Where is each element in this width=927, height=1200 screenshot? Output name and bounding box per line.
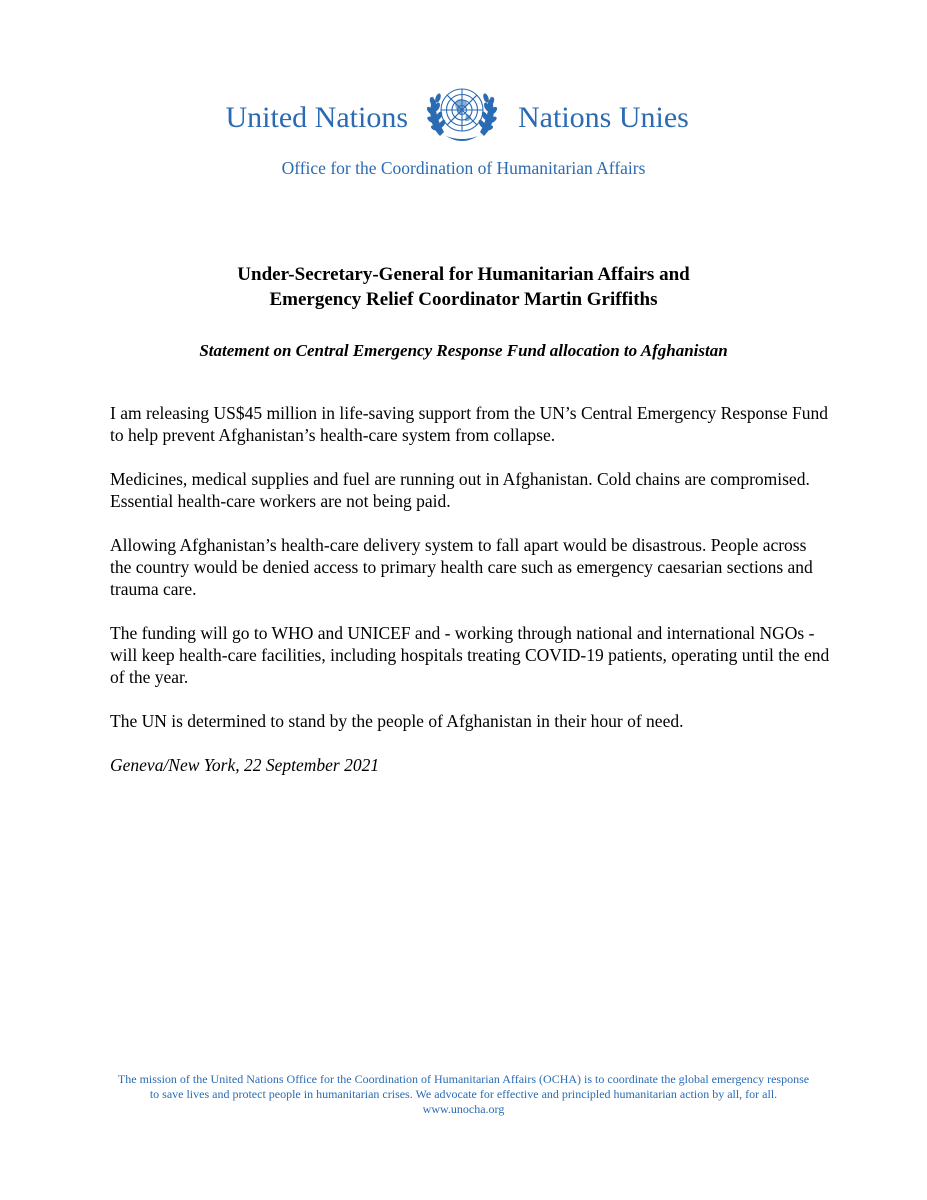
org-name-en: United Nations [225, 101, 408, 134]
body-paragraph: Medicines, medical supplies and fuel are running out in Afghanistan. Cold chains are compromised. Essential health-care workers are not being paid. [110, 469, 810, 511]
statement-subtitle: Statement on Central Emergency Response Fund allocation to Afghanistan [199, 341, 728, 360]
footer-line-2: to save lives and protect people in humanitarian crises. We advocate for effective and principled humanitarian action by all, for all. [149, 1087, 778, 1101]
body-paragraph: I am releasing US$45 million in life-saving support from the UN’s Central Emergency Response Fund to help prevent Afghanistan’s health-care system from collapse. [110, 403, 829, 445]
page-title [0, 262, 927, 312]
title-line-1: Under-Secretary-General for Humanitarian Affairs and [237, 264, 690, 285]
dateline: Geneva/New York, 22 September 2021 [110, 755, 380, 775]
body-paragraph: The funding will go to WHO and UNICEF and - working through national and international NGOs - will keep health-care facilities, including hospitals treating COVID-19 patients, operating until the end of the year. [110, 623, 830, 687]
title-line-2: Emergency Relief Coordinator Martin Griffiths [269, 289, 658, 310]
body-paragraph: The UN is determined to stand by the people of Afghanistan in their hour of need. [110, 711, 684, 731]
footer-website-link[interactable]: www.unocha.org [422, 1102, 505, 1116]
org-name-fr: Nations Unies [518, 101, 689, 134]
un-emblem-icon [416, 74, 508, 154]
statement-body [110, 402, 830, 798]
body-paragraph: Allowing Afghanistan’s health-care delivery system to fall apart would be disastrous. People across the country would be denied access to primary health care such as emergency caesarian sections and trauma care. [110, 535, 813, 599]
office-name: Office for the Coordination of Humanitarian Affairs [281, 158, 646, 178]
footer-line-1: The mission of the United Nations Office for the Coordination of Humanitarian Affairs (OCHA) is to coordinate the global emergency response [117, 1072, 810, 1086]
mission-footer [0, 1072, 927, 1117]
